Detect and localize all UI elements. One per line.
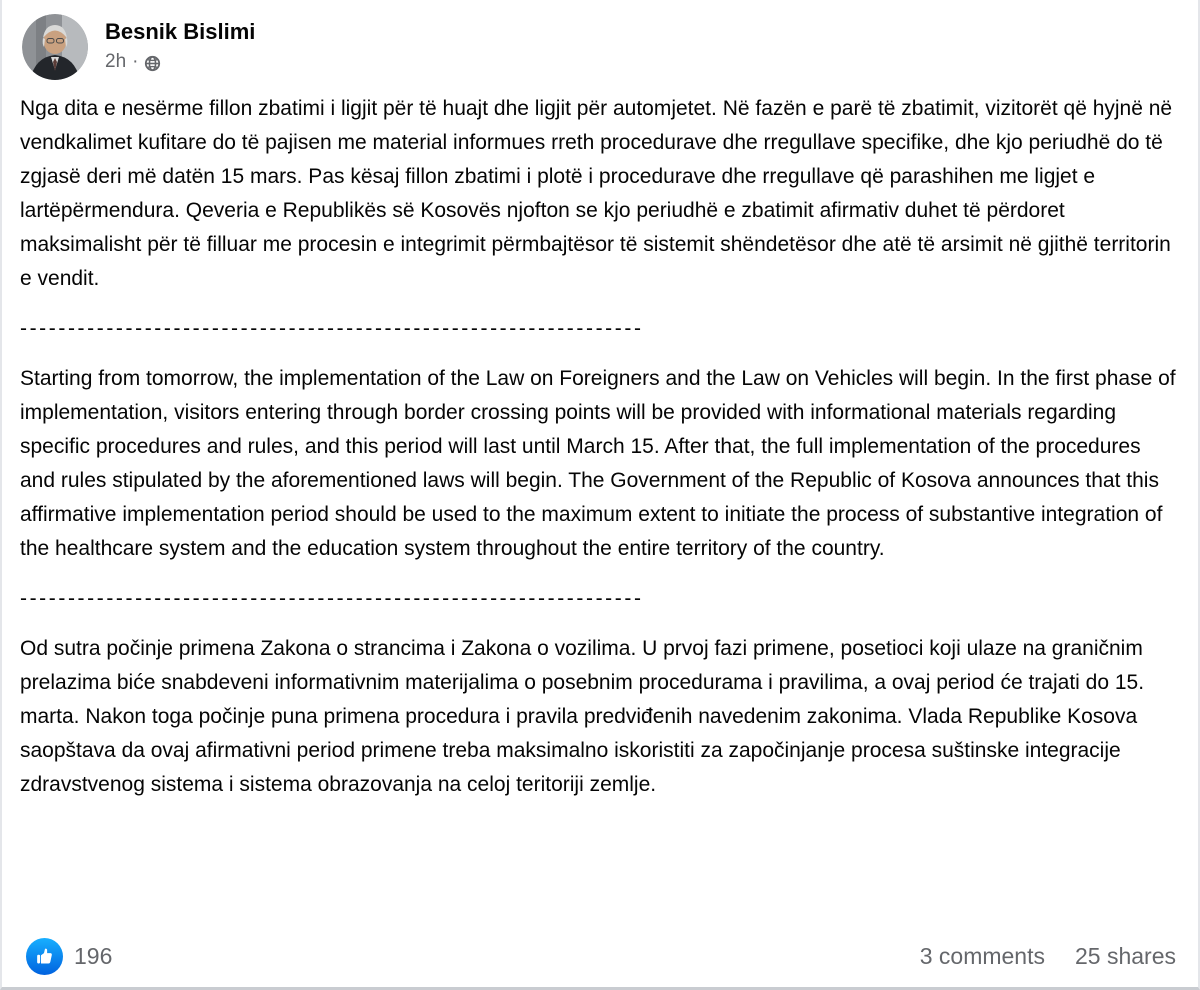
paragraph-serbian: Od sutra počinje primena Zakona o strancima i Zakona o vozilima. U prvoj fazi primene, posetioci koji ulaze na graničnim prelazima biće snabdeveni informativnim materijalima o posebnim procedurama i pravilima, a ovaj period će trajati do 15. marta. Nakon toga počinje puna primena procedura i pravila predviđenih navedenim zakonima. Vlada Republike Kosova saopštava da ovaj afirmativni period primene treba maksimalno iskoristiti za započinjanje procesa suštinske integracije zdravstvenog sistema i sistema obrazovanja na celoj teritoriji zemlje. [20,637,1145,796]
author-name[interactable]: Besnik Bislimi [105,19,256,44]
comments-count[interactable]: 3 comments [919,943,1045,969]
post-footer [2,930,1198,987]
like-icon[interactable] [26,938,63,975]
text-divider: ----------------------------------------------------------------- [20,587,644,610]
avatar-image [22,14,88,80]
footer-counts [920,943,1176,970]
header-info [105,14,255,73]
globe-icon [144,55,161,72]
post-meta [105,51,255,73]
meta-dot: · [132,51,139,72]
post-body [2,86,1198,802]
post-header [2,0,1198,86]
text-divider: ----------------------------------------------------------------- [20,317,644,340]
paragraph-albanian: Nga dita e nesërme fillon zbatimi i ligjit për të huajt dhe ligjit për automjetet. Në fazën e parë të zbatimit, vizitorët që hyjnë në vendkalimet kufitare do të pajisen me material informues rreth procedurave dhe rregullave specifike, dhe kjo periudhë do të zgjasë deri më datën 15 mars. Pas kësaj fillon zbatimi i plotë i procedurave dhe rregullave që parashihen me ligjet e lartëpërmendura. Qeveria e Republikës së Kosovës njofton se kjo periudhë e zbatimit afirmativ duhet të përdoret maksimalisht për të filluar me procesin e integrimit përmbajtësor të sistemit shëndetësor dhe atë të arsimit në gjithë territorin e vendit. [20,97,1173,290]
like-count[interactable]: 196 [74,943,113,969]
avatar[interactable] [22,14,88,80]
thumbs-up-icon [34,946,55,967]
paragraph-english: Starting from tomorrow, the implementation of the Law on Foreigners and the Law on Vehicles will begin. In the first phase of implementation, visitors entering through border crossing points will be provided with informational materials regarding specific procedures and rules, and this period will last until March 15. After that, the full implementation of the procedures and rules stipulated by the aforementioned laws will begin. The Government of the Republic of Kosova announces that this affirmative implementation period should be used to the maximum extent to initiate the process of substantive integration of the healthcare system and the education system throughout the entire territory of the country. [20,367,1176,560]
reactions-summary[interactable] [26,938,112,975]
timestamp[interactable]: 2h [105,51,127,72]
shares-count[interactable]: 25 shares [1074,943,1176,969]
